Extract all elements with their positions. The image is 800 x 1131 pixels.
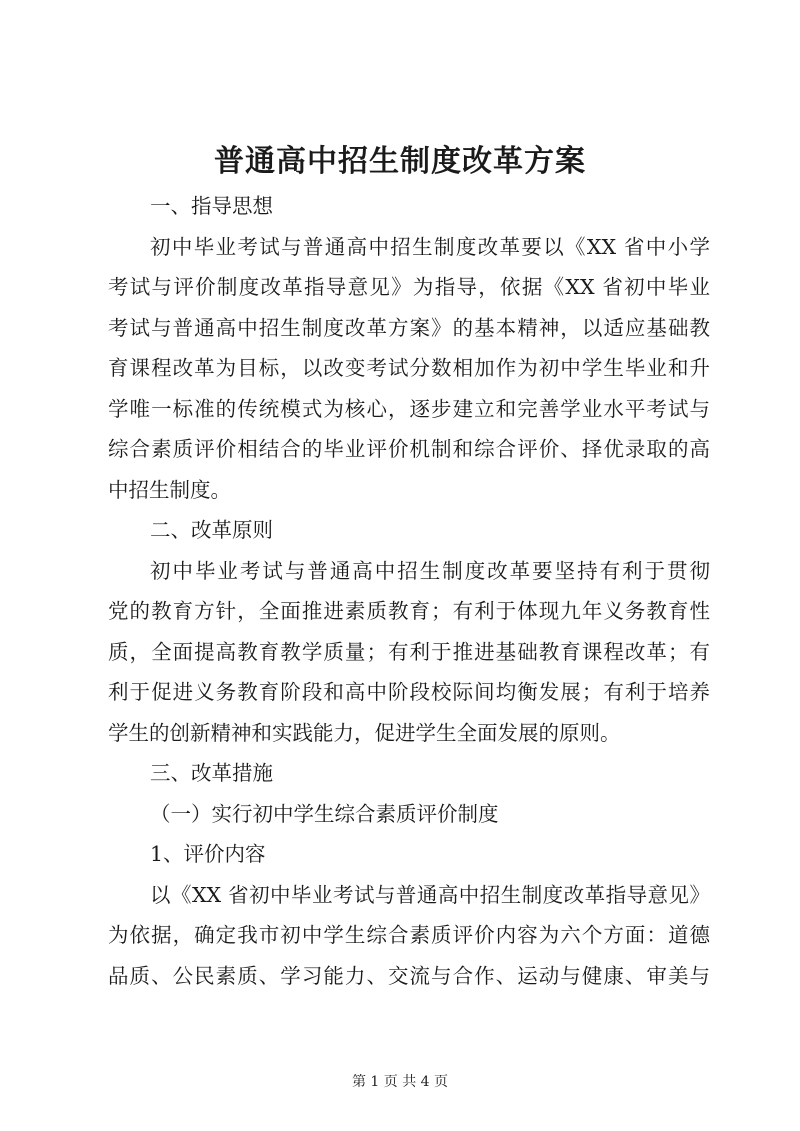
document-body [108,186,710,996]
paragraph-line: 初中毕业考试与普通高中招生制度改革要坚持有利于贯彻 [150,558,710,583]
subsection-heading: （一）实行初中学生综合素质评价制度 [150,801,499,826]
page-number-footer: 第 1 页 共 4 页 [351,1074,449,1090]
paragraph-line: 质，全面提高教育教学质量；有利于推进基础教育课程改革；有 [108,639,710,664]
paragraph-line: 党的教育方针，全面推进素质教育；有利于体现九年义务教育性 [108,599,710,623]
section-heading-guiding-ideology: 一、指导思想 [150,194,273,218]
item-heading: 1、评价内容 [150,842,266,866]
paragraph-line: 考试与评价制度改革指导意见》为指导，依据《XX 省初中毕业 [108,275,710,299]
paragraph-line: 育课程改革为目标，以改变考试分数相加作为初中学生毕业和升 [108,356,710,380]
document-title: 普通高中招生制度改革方案 [214,144,586,179]
paragraph-line: 初中毕业考试与普通高中招生制度改革要以《XX 省中小学 [150,234,710,259]
paragraph-line: 为依据，确定我市初中学生综合素质评价内容为六个方面：道德 [108,923,710,947]
paragraph-line: 考试与普通高中招生制度改革方案》的基本精神，以适应基础教 [108,315,710,340]
section-heading-reform-principles: 二、改革原则 [150,518,273,542]
paragraph-line: 学生的创新精神和实践能力，促进学生全面发展的原则。 [108,720,621,745]
paragraph-line: 学唯一标准的传统模式为核心，逐步建立和完善学业水平考试与 [108,396,710,421]
section-heading-reform-measures: 三、改革措施 [150,761,273,785]
paragraph-line: 综合素质评价相结合的毕业评价机制和综合评价、择优录取的高 [108,437,710,461]
paragraph-line: 品质、公民素质、学习能力、交流与合作、运动与健康、审美与 [108,963,710,988]
paragraph-line: 中招生制度。 [108,477,231,502]
paragraph-line: 利于促进义务教育阶段和高中阶段校际间均衡发展；有利于培养 [108,680,710,704]
paragraph-line: 以《XX 省初中毕业考试与普通高中招生制度改革指导意见》 [150,882,710,907]
